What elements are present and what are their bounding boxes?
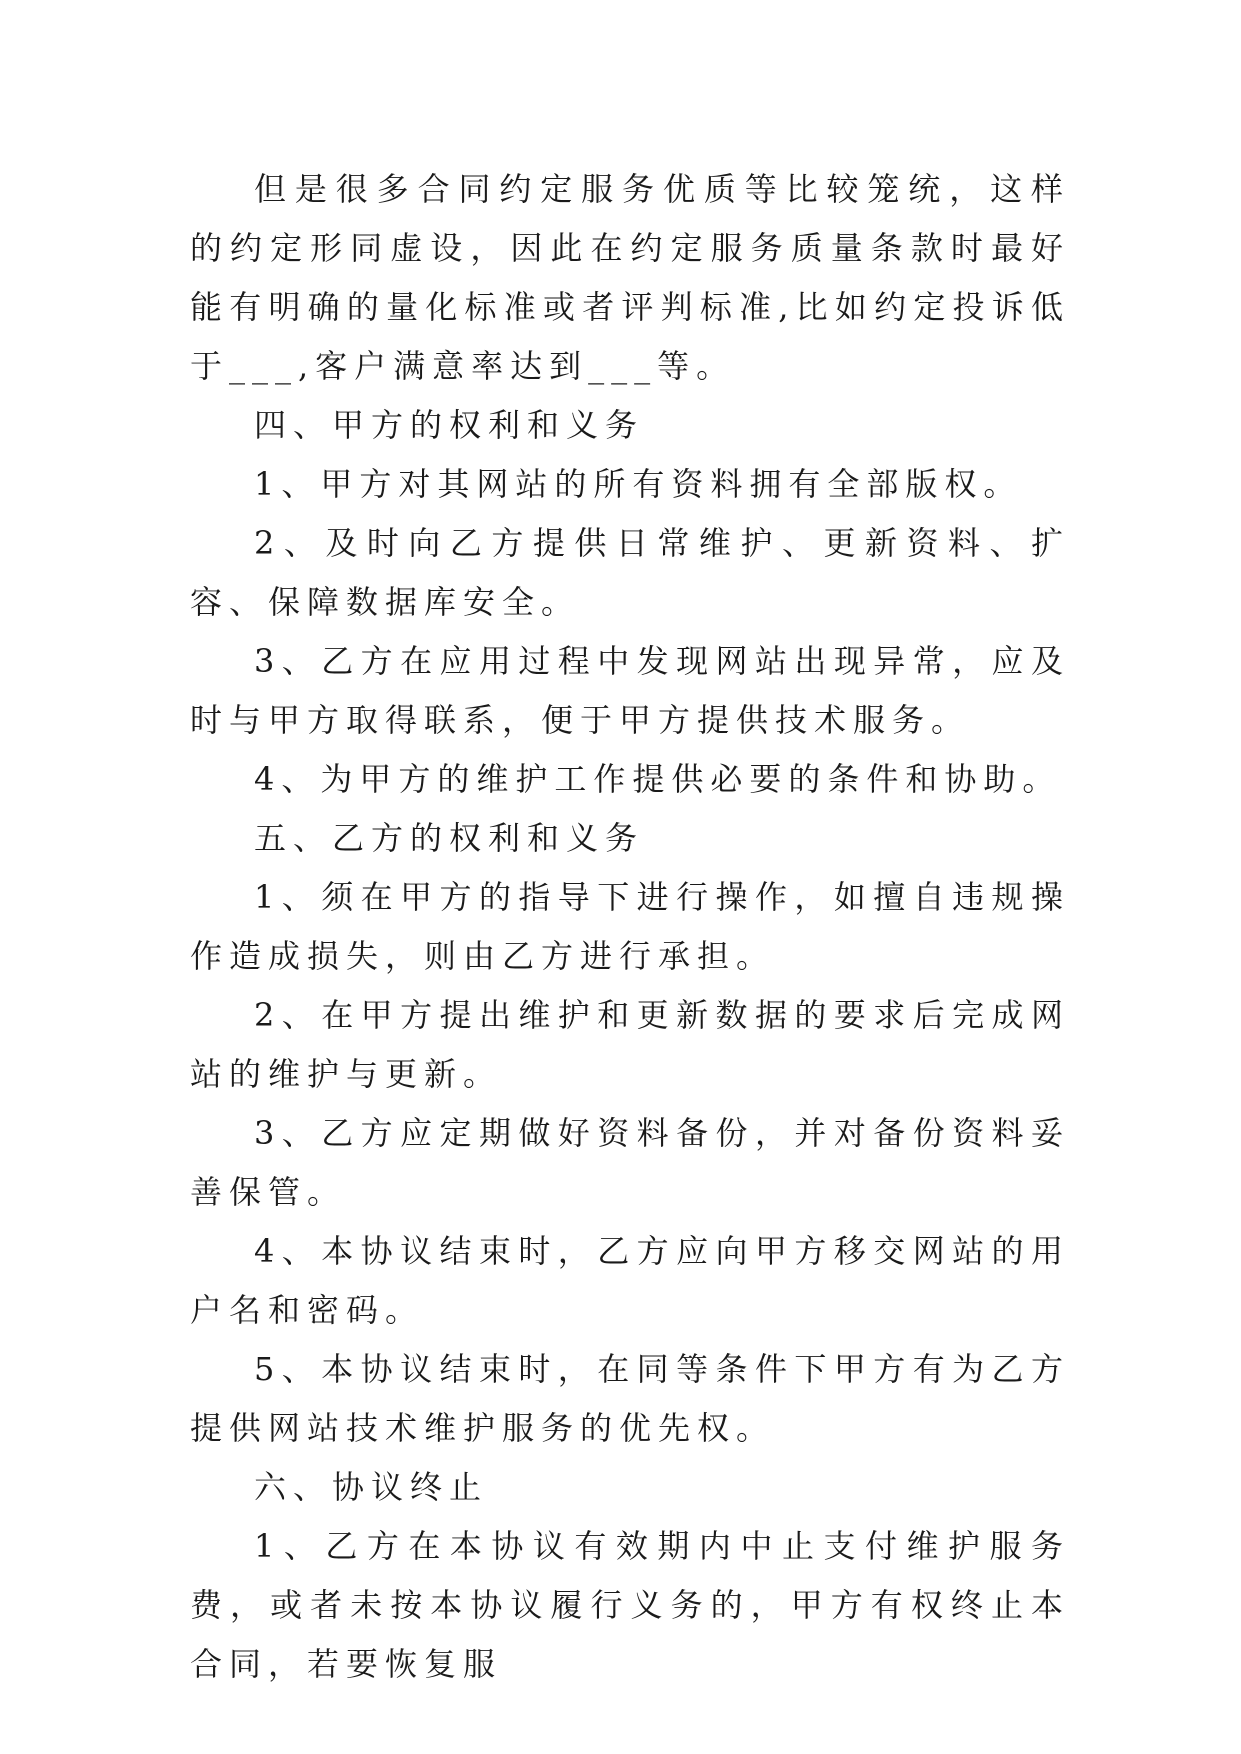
clause-a-1: 1、甲方对其网站的所有资料拥有全部版权。 — [254, 465, 1023, 503]
section-heading-termination: 六、协议终止 — [254, 1468, 489, 1506]
clause-b-5: 5、本协议结束时，在同等条件下甲方有为乙方提供网站技术维护服务的优先权。 — [190, 1350, 1070, 1447]
clause-b-4: 4、本协议结束时，乙方应向甲方移交网站的用户名和密码。 — [190, 1232, 1070, 1329]
clause-a-4: 4、为甲方的维护工作提供必要的条件和协助。 — [254, 760, 1062, 798]
clause-a-2: 2、及时向乙方提供日常维护、更新资料、扩容、保障数据库安全。 — [190, 524, 1070, 621]
section-heading-party-a-rights: 四、甲方的权利和义务 — [254, 406, 645, 444]
document-body — [190, 160, 1070, 1694]
paragraph-service-quality: 但是很多合同约定服务优质等比较笼统，这样的约定形同虚设，因此在约定服务质量条款时最好能有明确的量化标准或者评判标准,比如约定投诉低于___,客户满意率达到___等。 — [190, 170, 1070, 385]
section-heading-party-b-rights: 五、乙方的权利和义务 — [254, 819, 645, 857]
clause-b-1: 1、须在甲方的指导下进行操作，如擅自违规操作造成损失，则由乙方进行承担。 — [190, 878, 1070, 975]
clause-termination-1: 1、乙方在本协议有效期内中止支付维护服务费，或者未按本协议履行义务的，甲方有权终止本合同，若要恢复服 — [190, 1527, 1070, 1683]
clause-a-3: 3、乙方在应用过程中发现网站出现异常，应及时与甲方取得联系，便于甲方提供技术服务。 — [190, 642, 1070, 739]
clause-b-3: 3、乙方应定期做好资料备份，并对备份资料妥善保管。 — [190, 1114, 1070, 1211]
clause-b-2: 2、在甲方提出维护和更新数据的要求后完成网站的维护与更新。 — [190, 996, 1070, 1093]
